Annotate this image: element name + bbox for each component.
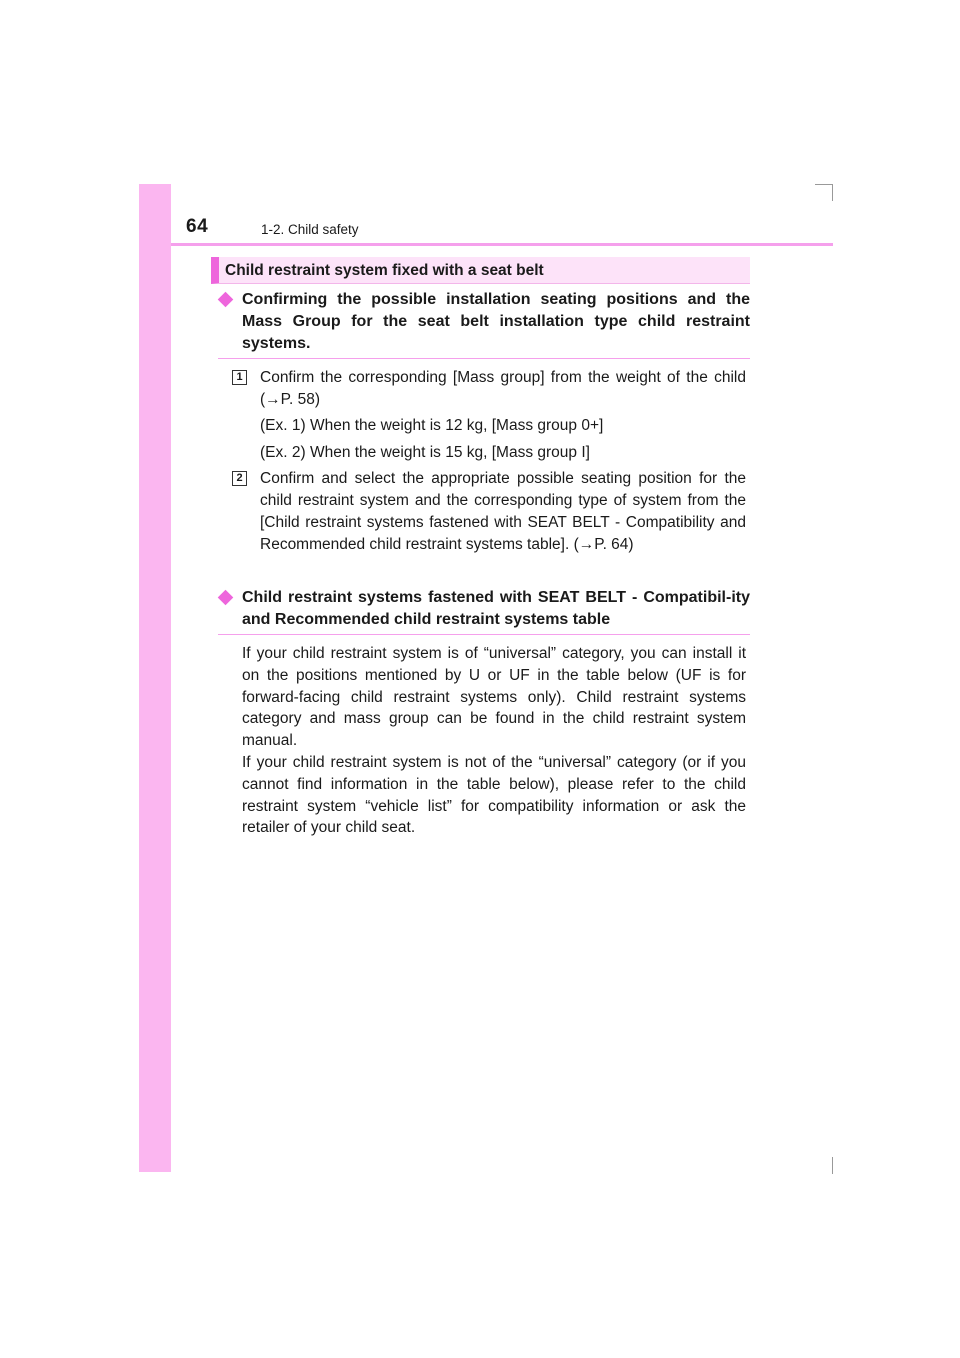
step-number-badge: 1 xyxy=(232,370,247,385)
step-text: Confirm the corresponding [Mass group] from the weight of the child (→P. 58) xyxy=(260,369,746,408)
chapter-side-tab xyxy=(139,184,171,1172)
subheading-text: Confirming the possible installation seating positions and the Mass Group for the seat belt installation type child restraint systems. xyxy=(242,291,750,352)
subheading-divider xyxy=(218,634,750,635)
example-1: (Ex. 1) When the weight is 12 kg, [Mass group 0+] xyxy=(260,417,604,434)
subheading-text: Child restraint systems fastened with SEAT BELT - Compatibil-ity and Recommended child restraint systems table xyxy=(242,589,750,628)
step-number-badge: 2 xyxy=(232,471,247,486)
body-paragraph-non-universal: If your child restraint system is not of the “universal” category (or if you cannot find information in the table below), please refer to the child restraint system “vehicle list” for compatibility information or ask the retailer of your child seat. xyxy=(242,754,746,837)
step-text: Confirm and select the appropriate possible seating position for the child restraint system and the corresponding type of system from the [Child restraint systems fastened with SEAT BELT - Compatibility and Recommended child restraint systems table]. (→P. 64) xyxy=(260,470,746,553)
step-1 xyxy=(232,367,746,411)
diamond-bullet-icon xyxy=(218,292,234,308)
crop-mark-top-right-vertical xyxy=(832,184,833,201)
step-2 xyxy=(232,468,746,556)
crop-mark-top-right-horizontal xyxy=(815,184,832,185)
diamond-bullet-icon xyxy=(218,590,234,606)
box-title: Child restraint system fixed with a seat belt xyxy=(225,262,544,279)
example-2: (Ex. 2) When the weight is 15 kg, [Mass group I] xyxy=(260,444,590,461)
subheading-installation-positions xyxy=(218,289,750,355)
body-paragraph-universal: If your child restraint system is of “universal” category, you can install it on the positions mentioned by U or UF in the table below (UF is for forward-facing child restraint systems only). Child restraint systems category and mass group can be found in the child restraint system manual. xyxy=(242,645,746,750)
section-title: 1-2. Child safety xyxy=(261,222,359,237)
subheading-compatibility-table xyxy=(218,587,750,631)
header-divider xyxy=(171,243,833,246)
box-title-bar xyxy=(211,257,750,284)
subheading-divider xyxy=(218,358,750,359)
page-number: 64 xyxy=(186,216,209,237)
crop-mark-bottom-right xyxy=(832,1157,833,1174)
